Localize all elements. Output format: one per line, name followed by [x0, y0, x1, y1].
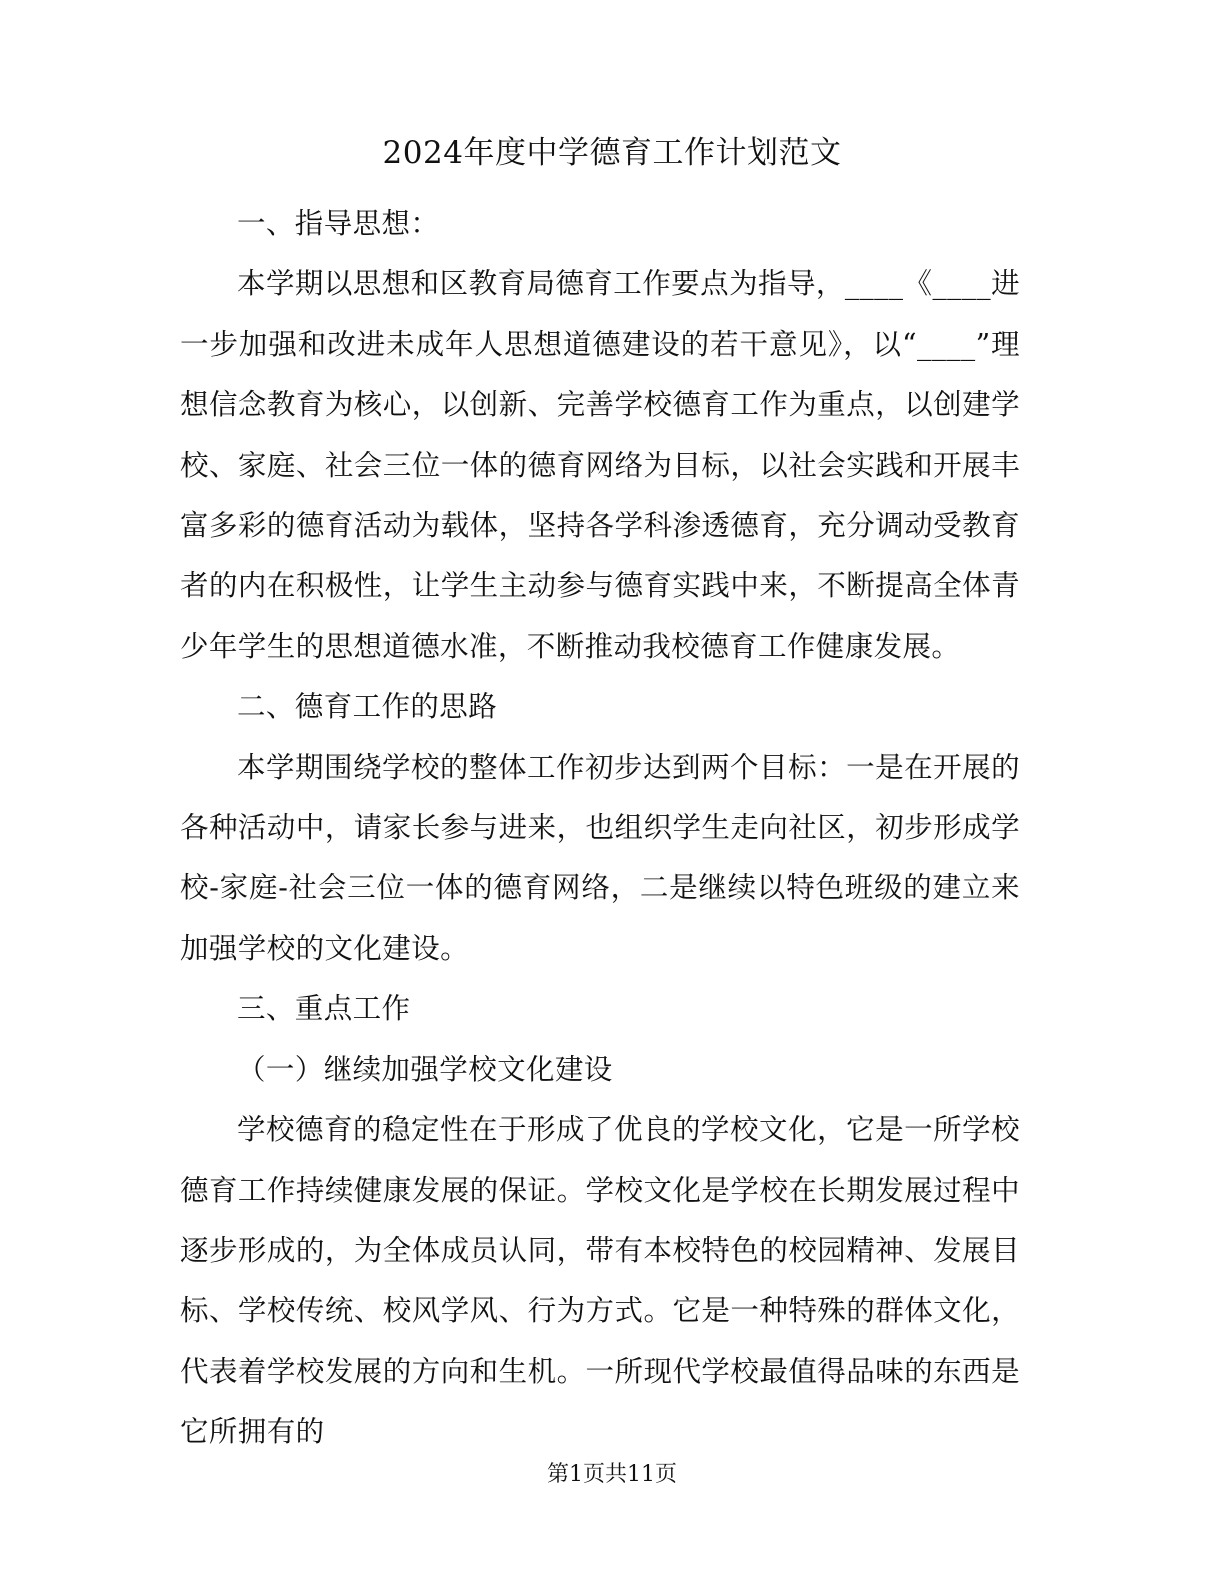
subheading-school-culture: （一）继续加强学校文化建设: [237, 1052, 613, 1086]
section-heading-key-work: 三、重点工作: [237, 992, 411, 1026]
document-title: 2024年度中学德育工作计划范文: [382, 135, 842, 171]
document-body: [180, 194, 1020, 1463]
section-heading-guiding-ideology: 一、指导思想：: [237, 207, 440, 240]
paragraph-school-culture: 学校德育的稳定性在于形成了优良的学校文化，它是一所学校德育工作持续健康发展的保证。学校文化是学校在长期发展过程中逐步形成的，为全体成员认同，带有本校特色的校园精神、发展目标、学校传统、校风学风、行为方式。它是一种特殊的群体文化，代表着学校发展的方向和生机。一所现代学校最值得品味的东西是它所拥有的: [180, 1113, 1020, 1449]
section-heading-work-approach: 二、德育工作的思路: [237, 690, 498, 724]
paragraph-guiding-ideology: 本学期以思想和区教育局德育工作要点为指导，____《____进一步加强和改进未成年人思想道德建设的若干意见》，以“____”理想信念教育为核心，以创新、完善学校德育工作为重点，以创建学校、家庭、社会三位一体的德育网络为目标，以社会实践和开展丰富多彩的德育活动为载体，坚持各学科渗透德育，充分调动受教育者的内在积极性，让学生主动参与德育实践中来，不断提高全体青少年学生的思想道德水准，不断推动我校德育工作健康发展。: [180, 267, 1020, 663]
page-number-footer: 第1页共11页: [547, 1462, 677, 1487]
paragraph-work-approach: 本学期围绕学校的整体工作初步达到两个目标：一是在开展的各种活动中，请家长参与进来，也组织学生走向社区，初步形成学校-家庭-社会三位一体的德育网络，二是继续以特色班级的建立来加强学校的文化建设。: [180, 750, 1020, 965]
